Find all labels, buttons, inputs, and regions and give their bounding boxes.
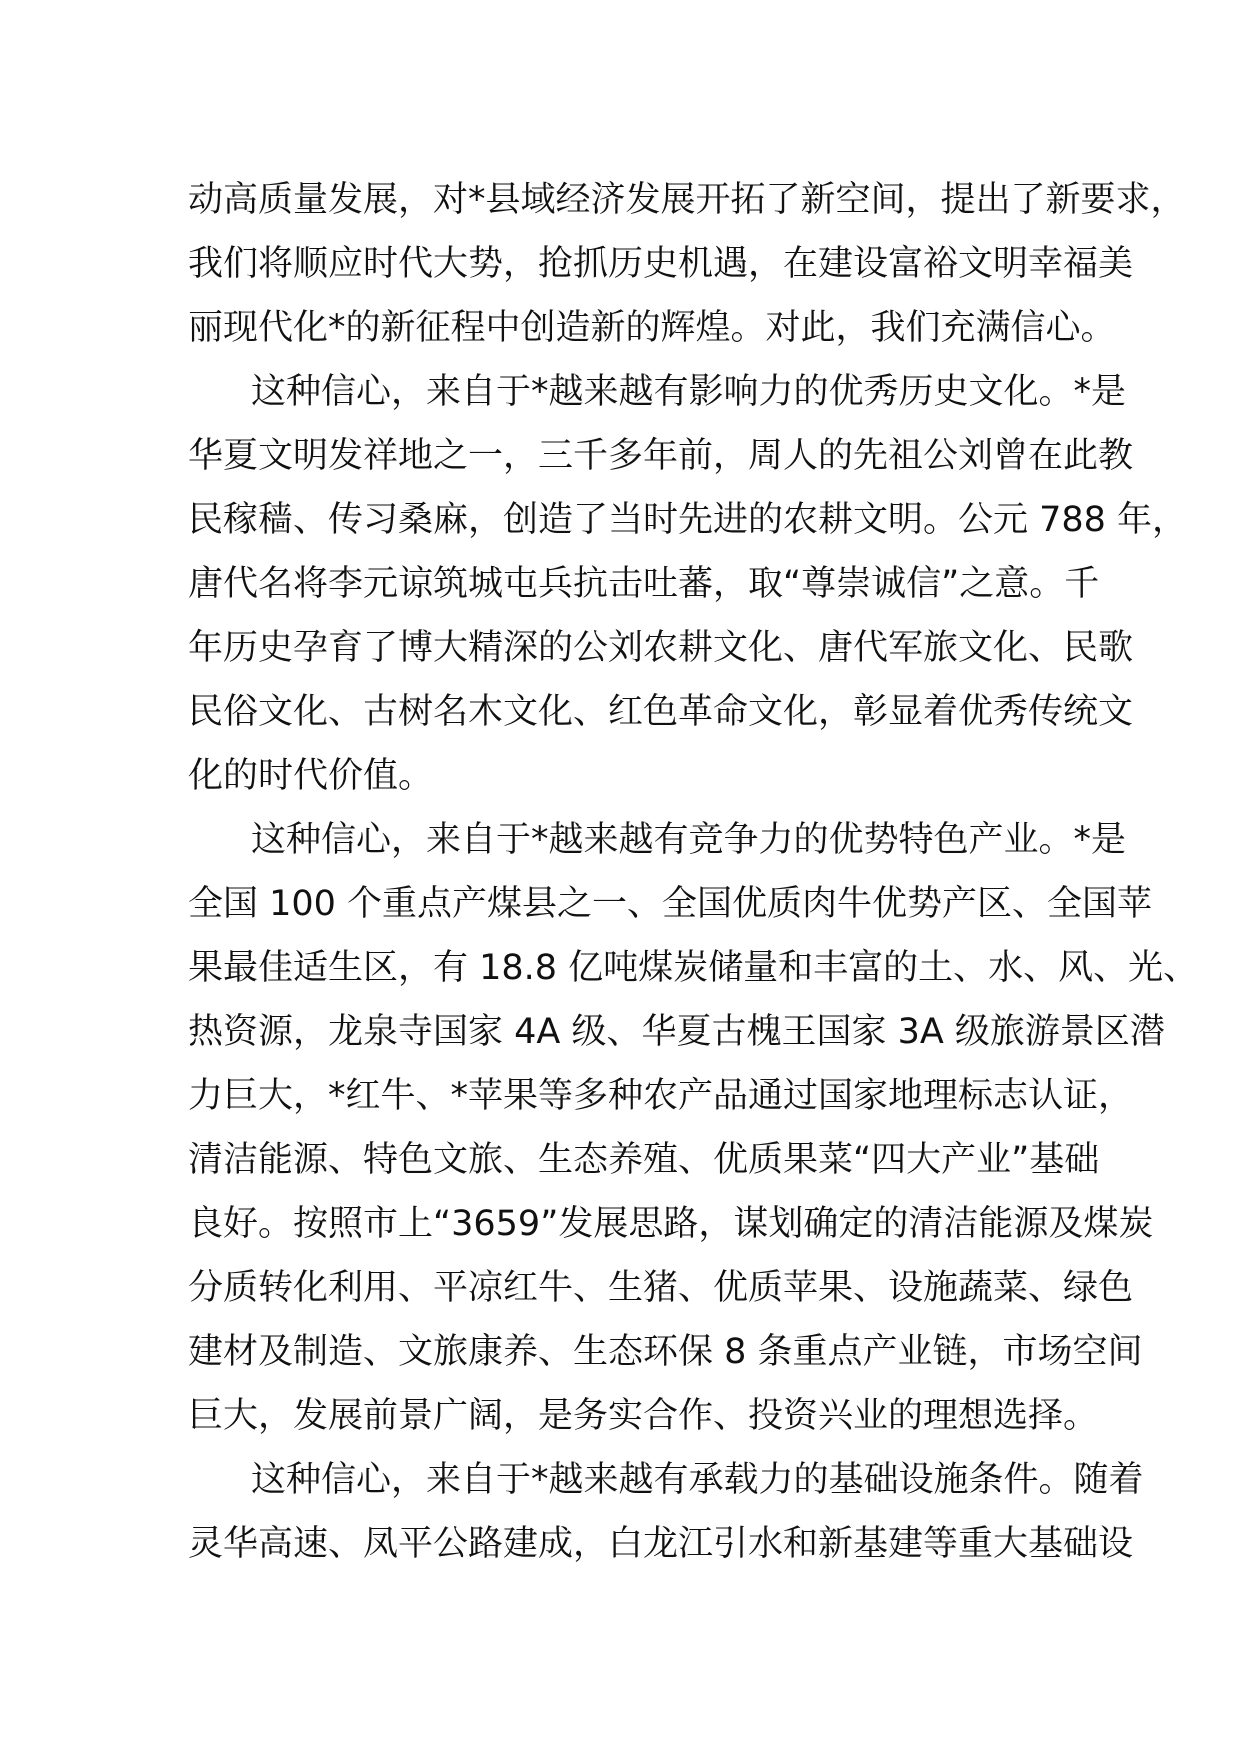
text-line: 这种信心，来自于*越来越有影响力的优秀历史文化。*是	[251, 372, 1127, 412]
text-line: 巨大，发展前景广阔，是务实合作、投资兴业的理想选择。	[188, 1396, 1099, 1436]
text-line: 年历史孕育了博大精深的公刘农耕文化、唐代军旅文化、民歌	[188, 628, 1134, 668]
text-line: 我们将顺应时代大势，抢抓历史机遇，在建设富裕文明幸福美	[188, 244, 1134, 284]
text-line: 丽现代化*的新征程中创造新的辉煌。对此，我们充满信心。	[188, 308, 1116, 348]
text-line: 动高质量发展，对*县域经济发展开拓了新空间，提出了新要求，	[188, 180, 1186, 220]
text-line: 建材及制造、文旅康养、生态环保 8 条重点产业链，市场空间	[188, 1332, 1143, 1372]
text-line: 这种信心，来自于*越来越有竞争力的优势特色产业。*是	[251, 820, 1127, 860]
text-line: 果最佳适生区，有 18.8 亿吨煤炭储量和丰富的土、水、风、光、	[188, 948, 1199, 988]
text-line: 民俗文化、古树名木文化、红色革命文化，彰显着优秀传统文	[188, 692, 1134, 732]
text-line: 灵华高速、凤平公路建成，白龙江引水和新基建等重大基础设	[188, 1524, 1134, 1564]
paragraph	[188, 360, 1188, 808]
paragraph	[188, 808, 1199, 1448]
text-line: 全国 100 个重点产煤县之一、全国优质肉牛优势产区、全国苹	[188, 884, 1153, 924]
text-line: 唐代名将李元谅筑城屯兵抗击吐蕃，取“尊崇诚信”之意。千	[188, 564, 1100, 604]
document-body	[188, 168, 1199, 1576]
paragraph	[188, 168, 1186, 360]
text-line: 良好。按照市上“3659”发展思路，谋划确定的清洁能源及煤炭	[188, 1204, 1154, 1244]
text-line: 这种信心，来自于*越来越有承载力的基础设施条件。随着	[251, 1460, 1144, 1500]
text-line: 热资源，龙泉寺国家 4A 级、华夏古槐王国家 3A 级旅游景区潜	[188, 1012, 1165, 1052]
text-line: 分质转化利用、平凉红牛、生猪、优质苹果、设施蔬菜、绿色	[188, 1268, 1134, 1308]
paragraph	[188, 1448, 1144, 1576]
text-line: 民稼穑、传习桑麻，创造了当时先进的农耕文明。公元 788 年，	[188, 500, 1188, 540]
text-line: 华夏文明发祥地之一，三千多年前，周人的先祖公刘曾在此教	[188, 436, 1134, 476]
text-line: 力巨大，*红牛、*苹果等多种农产品通过国家地理标志认证，	[188, 1076, 1134, 1116]
text-line: 化的时代价值。	[188, 756, 434, 796]
text-line: 清洁能源、特色文旅、生态养殖、优质果菜“四大产业”基础	[188, 1140, 1100, 1180]
